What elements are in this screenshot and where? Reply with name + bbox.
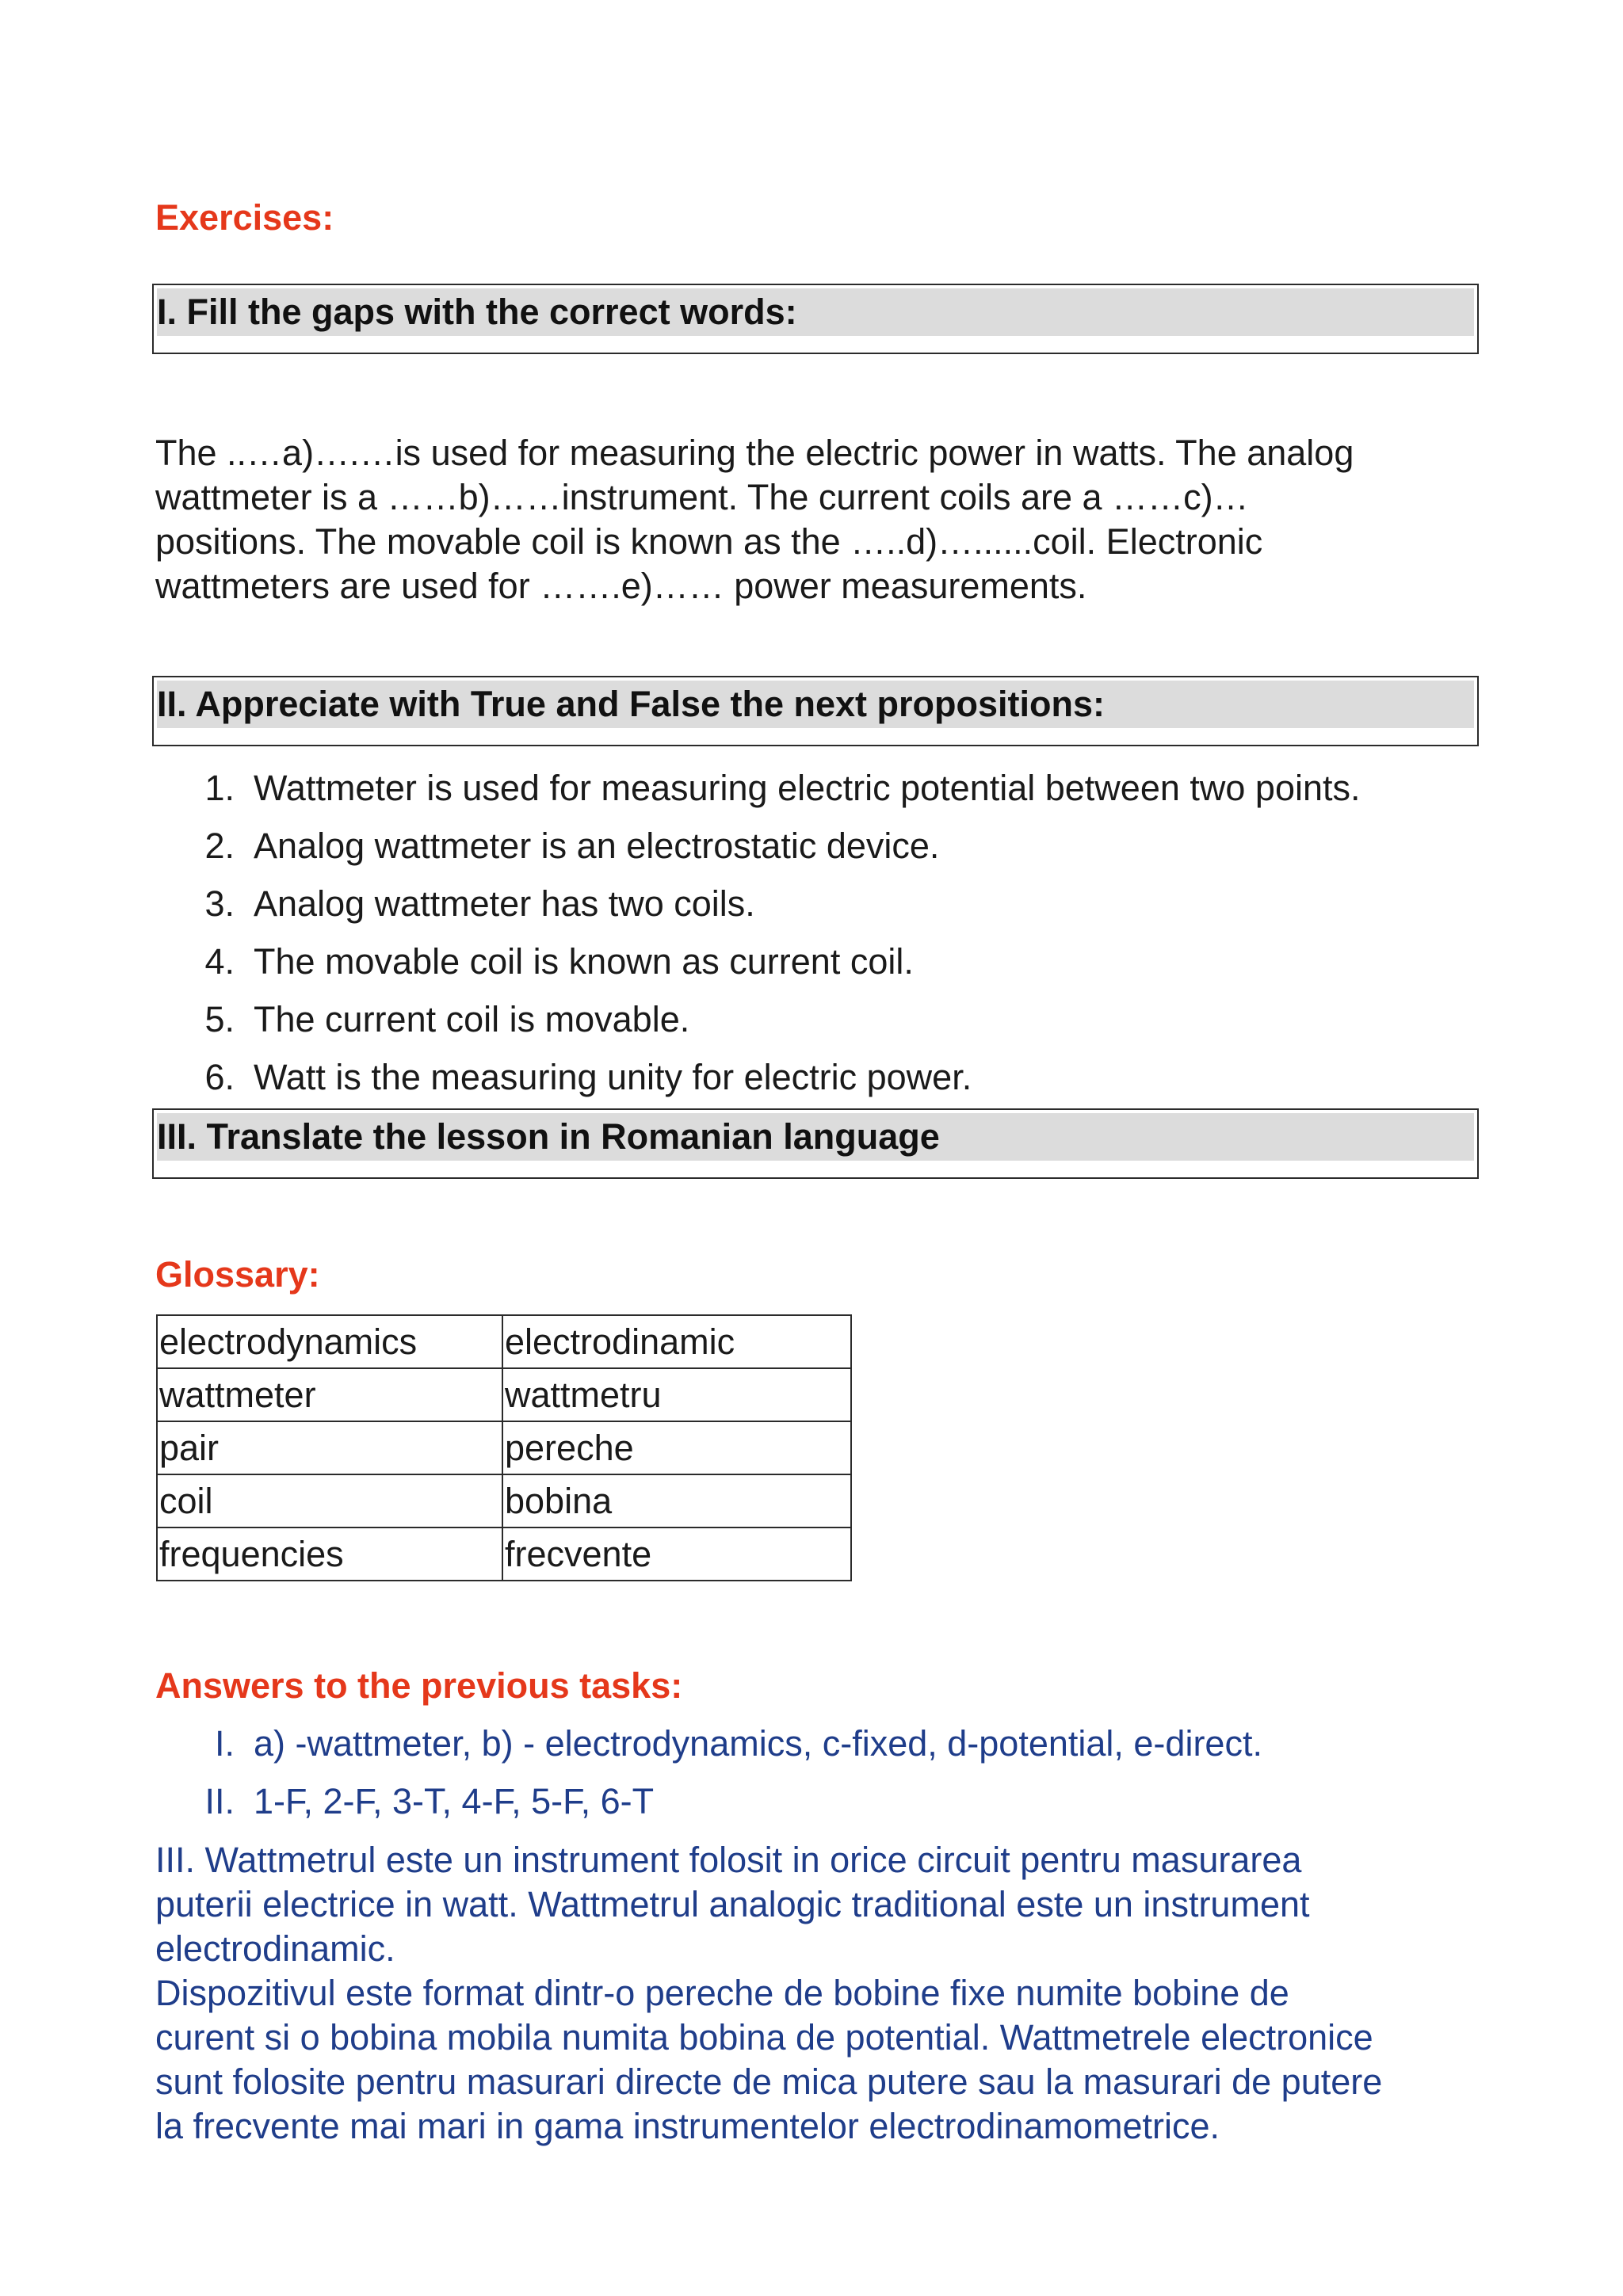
glossary-term: pair: [157, 1421, 502, 1474]
list-item-number: 3.: [204, 883, 235, 924]
translation-line: la frecvente mai mari in gama instrumentelor electrodinamometrice.: [155, 2106, 1220, 2146]
answers-heading: Answers to the previous tasks:: [155, 1665, 683, 1706]
section-3-title: III. Translate the lesson in Romanian language: [157, 1116, 940, 1157]
section-2-title: II. Appreciate with True and False the next propositions:: [157, 684, 1106, 724]
translation-line: III. Wattmetrul este un instrument folosit in orice circuit pentru masurarea: [155, 1840, 1302, 1880]
exercises-heading: Exercises:: [155, 197, 334, 238]
translation-line: sunt folosite pentru masurari directe de mica putere sau la masurari de putere: [155, 2061, 1383, 2102]
table-row: [157, 1421, 851, 1474]
fill-gaps-paragraph: [155, 431, 1487, 608]
list-item-text: The movable coil is known as current coil.: [254, 941, 914, 982]
glossary-table: [156, 1314, 852, 1581]
fill-gaps-line: The ..…a)….…is used for measuring the electric power in watts. The analog: [155, 433, 1354, 473]
list-item: [155, 875, 1361, 933]
translation-line: curent si o bobina mobila numita bobina de potential. Wattmetrele electronice: [155, 2017, 1373, 2058]
true-false-list: [155, 759, 1361, 1106]
table-row: [157, 1315, 851, 1368]
table-row: [157, 1474, 851, 1527]
glossary-term: frequencies: [157, 1527, 502, 1581]
list-item-number: 2.: [204, 826, 235, 866]
list-item-number: 6.: [204, 1057, 235, 1097]
fill-gaps-line: wattmeters are used for …….e)…… power measurements.: [155, 566, 1087, 606]
list-item: [155, 759, 1361, 817]
section-1-box: [152, 284, 1479, 354]
answer-text: 1-F, 2-F, 3-T, 4-F, 5-F, 6-T: [254, 1781, 655, 1821]
list-item-number: 5.: [204, 999, 235, 1039]
fill-gaps-line: positions. The movable coil is known as the …..d)…......coil. Electronic: [155, 521, 1263, 562]
section-3-box: [152, 1108, 1479, 1179]
list-item-text: Watt is the measuring unity for electric power.: [254, 1057, 972, 1097]
translation-line: electrodinamic.: [155, 1928, 395, 1969]
glossary-translation: bobina: [502, 1474, 851, 1527]
list-item-text: The current coil is movable.: [254, 999, 690, 1039]
glossary-term: wattmeter: [157, 1368, 502, 1421]
list-item-text: Analog wattmeter is an electrostatic device.: [254, 826, 940, 866]
list-item-number: 4.: [204, 941, 235, 982]
list-item: [155, 1714, 1262, 1772]
list-item-text: Analog wattmeter has two coils.: [254, 883, 755, 924]
answer-number: I.: [214, 1723, 235, 1764]
glossary-translation: frecvente: [502, 1527, 851, 1581]
table-row: [157, 1527, 851, 1581]
answer-number: II.: [204, 1781, 235, 1821]
list-item-text: Wattmeter is used for measuring electric potential between two points.: [254, 768, 1361, 808]
list-item: [155, 990, 1361, 1048]
glossary-heading: Glossary:: [155, 1254, 320, 1295]
section-2-box: [152, 676, 1479, 746]
section-1-title: I. Fill the gaps with the correct words:: [157, 292, 797, 332]
list-item: [155, 1772, 1262, 1830]
glossary-translation: pereche: [502, 1421, 851, 1474]
translation-line: Dispozitivul este format dintr-o pereche de bobine fixe numite bobine de: [155, 1973, 1289, 2013]
answers-list: [155, 1714, 1262, 1830]
table-row: [157, 1368, 851, 1421]
list-item: [155, 933, 1361, 990]
glossary-translation: electrodinamic: [502, 1315, 851, 1368]
translation-answer-paragraph: [155, 1838, 1495, 2149]
list-item: [155, 817, 1361, 875]
answer-text: a) -wattmeter, b) - electrodynamics, c-fixed, d-potential, e-direct.: [254, 1723, 1262, 1764]
glossary-term: coil: [157, 1474, 502, 1527]
fill-gaps-line: wattmeter is a ……b)……instrument. The current coils are a ……c)…: [155, 477, 1249, 517]
list-item-number: 1.: [204, 768, 235, 808]
list-item: [155, 1048, 1361, 1106]
translation-line: puterii electrice in watt. Wattmetrul analogic traditional este un instrument: [155, 1884, 1310, 1924]
glossary-term: electrodynamics: [157, 1315, 502, 1368]
glossary-translation: wattmetru: [502, 1368, 851, 1421]
